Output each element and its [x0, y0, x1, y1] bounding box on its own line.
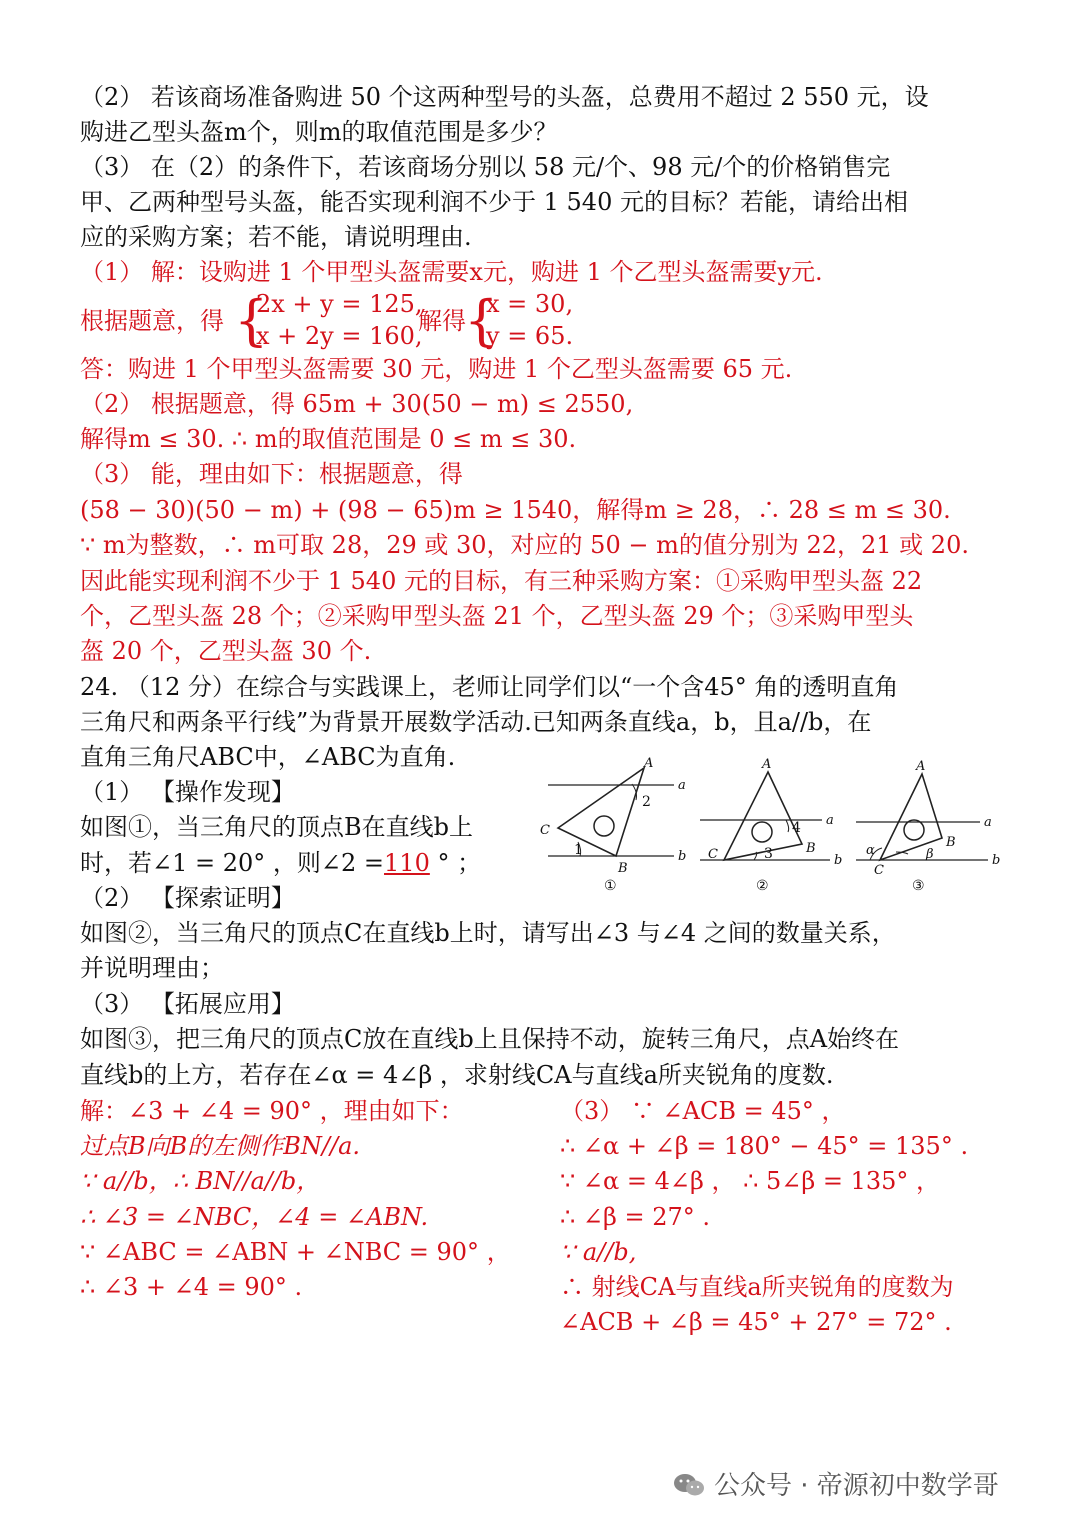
ans24-right-line1: （3） ∵ ∠ACB = 45° ，: [560, 1097, 846, 1125]
triangle-hole: [594, 816, 614, 836]
ans24-right-line7: ∠ACB + ∠β = 45° + 27° = 72° .: [560, 1308, 952, 1336]
wechat-icon: [672, 1472, 706, 1498]
figure-1: [534, 756, 694, 896]
label-C: C: [874, 863, 884, 878]
ans24-left-line4: ∴ ∠3 = ∠NBC，∠4 = ∠ABN.: [80, 1203, 429, 1231]
q24-sub2-line1: 如图②，当三角尺的顶点C在直线b上时，请写出∠3 与∠4 之间的数量关系，: [80, 919, 896, 947]
label-a: a: [678, 778, 686, 793]
label-A: A: [762, 757, 772, 772]
label-b: b: [834, 853, 843, 868]
triangle-hole: [752, 822, 772, 842]
label-C: C: [540, 823, 550, 838]
q24-sub1-answer: 110: [384, 849, 430, 877]
ans24-left-line2: 过点B向B的左侧作BN//a.: [80, 1132, 361, 1160]
figure-3-caption: ③: [912, 878, 925, 894]
ans23-part3-line4: 因此能实现利润不少于 1 540 元的目标，有三种采购方案：①采购甲型头盔 22: [80, 567, 923, 595]
q24-sub3-line2: 直线b的上方，若存在∠α = 4∠β ，求射线CA与直线a所夹锐角的度数.: [80, 1061, 834, 1089]
q24-sub1-line2-end: ° ；: [429, 849, 482, 877]
ans23-eq1: 2x + y = 125,: [256, 290, 423, 318]
ans23-sol1: x = 30,: [486, 290, 574, 318]
q24-line3: 直角三角尺ABC中，∠ABC为直角.: [80, 743, 456, 771]
label-a: a: [826, 813, 834, 828]
label-angle-2: 2: [642, 794, 651, 810]
ans23-eq2: x + 2y = 160,: [256, 322, 423, 350]
q24-sub2-line2: 并说明理由；: [80, 954, 224, 982]
solution-brace-right: {: [464, 289, 499, 352]
triangle-hole: [904, 820, 924, 840]
ans23-sol2: y = 65.: [486, 322, 574, 350]
label-alpha: α: [866, 843, 875, 858]
ans24-right-line6: ∴ 射线CA与直线a所夹锐角的度数为: [560, 1273, 954, 1301]
label-B: B: [806, 841, 816, 856]
q24-sub1-line2-text: 时，若∠1 = 20° ，则∠2 =: [80, 849, 385, 877]
figure-1-svg: [534, 756, 694, 896]
ans23-part2-line2: 解得m ≤ 30. ∴ m的取值范围是 0 ≤ m ≤ 30.: [80, 425, 577, 453]
figure-3: [852, 756, 1012, 896]
q23-part3-line2: 甲、乙两种型号头盔，能否实现利润不少于 1 540 元的目标？若能，请给出相: [80, 188, 908, 216]
figure-2: [694, 756, 854, 896]
label-B: B: [618, 861, 628, 876]
q24-sub3-title: （3） 【拓展应用】: [80, 990, 295, 1018]
q24-sub1-title: （1） 【操作发现】: [80, 778, 295, 806]
q23-part2-line2: 购进乙型头盔m个，则m的取值范围是多少？: [80, 118, 558, 146]
ans23-system-prefix: 根据题意，得: [80, 307, 224, 335]
label-C: C: [708, 847, 718, 862]
q23-part3-line1: （3） 在（2）的条件下，若该商场分别以 58 元/个、98 元/个的价格销售完: [80, 153, 891, 181]
ans24-right-line5: ∵ a//b,: [560, 1238, 637, 1266]
ans23-part3-line5: 个，乙型头盔 28 个；②采购甲型头盔 21 个，乙型头盔 29 个；③采购甲型头: [80, 602, 914, 630]
watermark: [672, 1465, 999, 1502]
q24-sub1-line2: [80, 848, 481, 878]
label-a: a: [984, 815, 992, 830]
ans23-part3-line3: ∵ m为整数，∴ m可取 28，29 或 30，对应的 50 − m的值分别为 22，21 或 20.: [80, 531, 969, 559]
q24-sub3-line1: 如图③，把三角尺的顶点C放在直线b上且保持不动，旋转三角尺，点A始终在: [80, 1025, 900, 1053]
ans23-part1-answer: 答：购进 1 个甲型头盔需要 30 元，购进 1 个乙型头盔需要 65 元.: [80, 355, 793, 383]
q24-line1: 24. （12 分）在综合与实践课上，老师让同学们以“一个含45° 角的透明直角: [80, 673, 899, 701]
q24-line2: 三角尺和两条平行线”为背景开展数学活动.已知两条直线a，b，且a//b，在: [80, 708, 872, 736]
label-angle-3: 3: [764, 846, 773, 862]
label-b: b: [992, 853, 1001, 868]
ans24-right-line2: ∴ ∠α + ∠β = 180° − 45° = 135° .: [560, 1132, 969, 1160]
ans24-left-line3: ∵ a//b，∴ BN//a//b，: [80, 1167, 321, 1195]
q23-part2-line1: （2） 若该商场准备购进 50 个这两种型号的头盔，总费用不超过 2 550 元，设: [80, 83, 929, 111]
label-angle-4: 4: [792, 820, 801, 836]
angle-4-arc: [786, 820, 789, 832]
ans24-left-line5: ∵ ∠ABC = ∠ABN + ∠NBC = 90° ，: [80, 1238, 511, 1266]
ans23-part3-line2: (58 − 30)(50 − m) + (98 − 65)m ≥ 1540，解得m ≥ 28，∴ 28 ≤ m ≤ 30.: [80, 496, 951, 524]
ans23-solve-label: 解得: [418, 307, 466, 335]
figure-3-svg: [852, 756, 1012, 896]
label-angle-1: 1: [574, 842, 583, 858]
watermark-text: 公众号 · 帝源初中数学哥: [714, 1471, 999, 1501]
ans24-right-line3: ∵ ∠α = 4∠β ， ∴ 5∠β = 135° ，: [560, 1167, 941, 1195]
ans24-left-line1: 解：∠3 + ∠4 = 90° ，理由如下：: [80, 1097, 464, 1125]
figure-1-caption: ①: [604, 878, 617, 894]
figure-2-svg: [694, 756, 854, 896]
ans23-part3-line1: （3） 能，理由如下：根据题意，得: [80, 460, 463, 488]
q24-sub1-line1: 如图①，当三角尺的顶点B在直线b上: [80, 813, 473, 841]
label-A: A: [916, 759, 926, 774]
wechat-icon-svg: [672, 1472, 706, 1498]
triangle-abc: [558, 768, 644, 856]
q23-part3-line3: 应的采购方案；若不能，请说明理由.: [80, 223, 472, 251]
ans24-right-line4: ∴ ∠β = 27° .: [560, 1203, 711, 1231]
ans23-part2-line1: （2） 根据题意，得 65m + 30(50 − m) ≤ 2550,: [80, 390, 634, 418]
label-B: B: [946, 835, 956, 850]
label-b: b: [678, 849, 687, 864]
ans23-part1-line1: （1） 解：设购进 1 个甲型头盔需要x元，购进 1 个乙型头盔需要y元.: [80, 258, 823, 286]
system-brace-left: {: [234, 289, 269, 352]
ans23-part3-line6: 盔 20 个，乙型头盔 30 个.: [80, 637, 372, 665]
ans24-left-line6: ∴ ∠3 + ∠4 = 90° .: [80, 1273, 303, 1301]
triangle-abc: [724, 772, 802, 860]
q24-sub2-title: （2） 【探索证明】: [80, 884, 295, 912]
label-A: A: [644, 756, 654, 771]
figure-2-caption: ②: [756, 878, 769, 894]
label-beta: β: [926, 847, 934, 862]
